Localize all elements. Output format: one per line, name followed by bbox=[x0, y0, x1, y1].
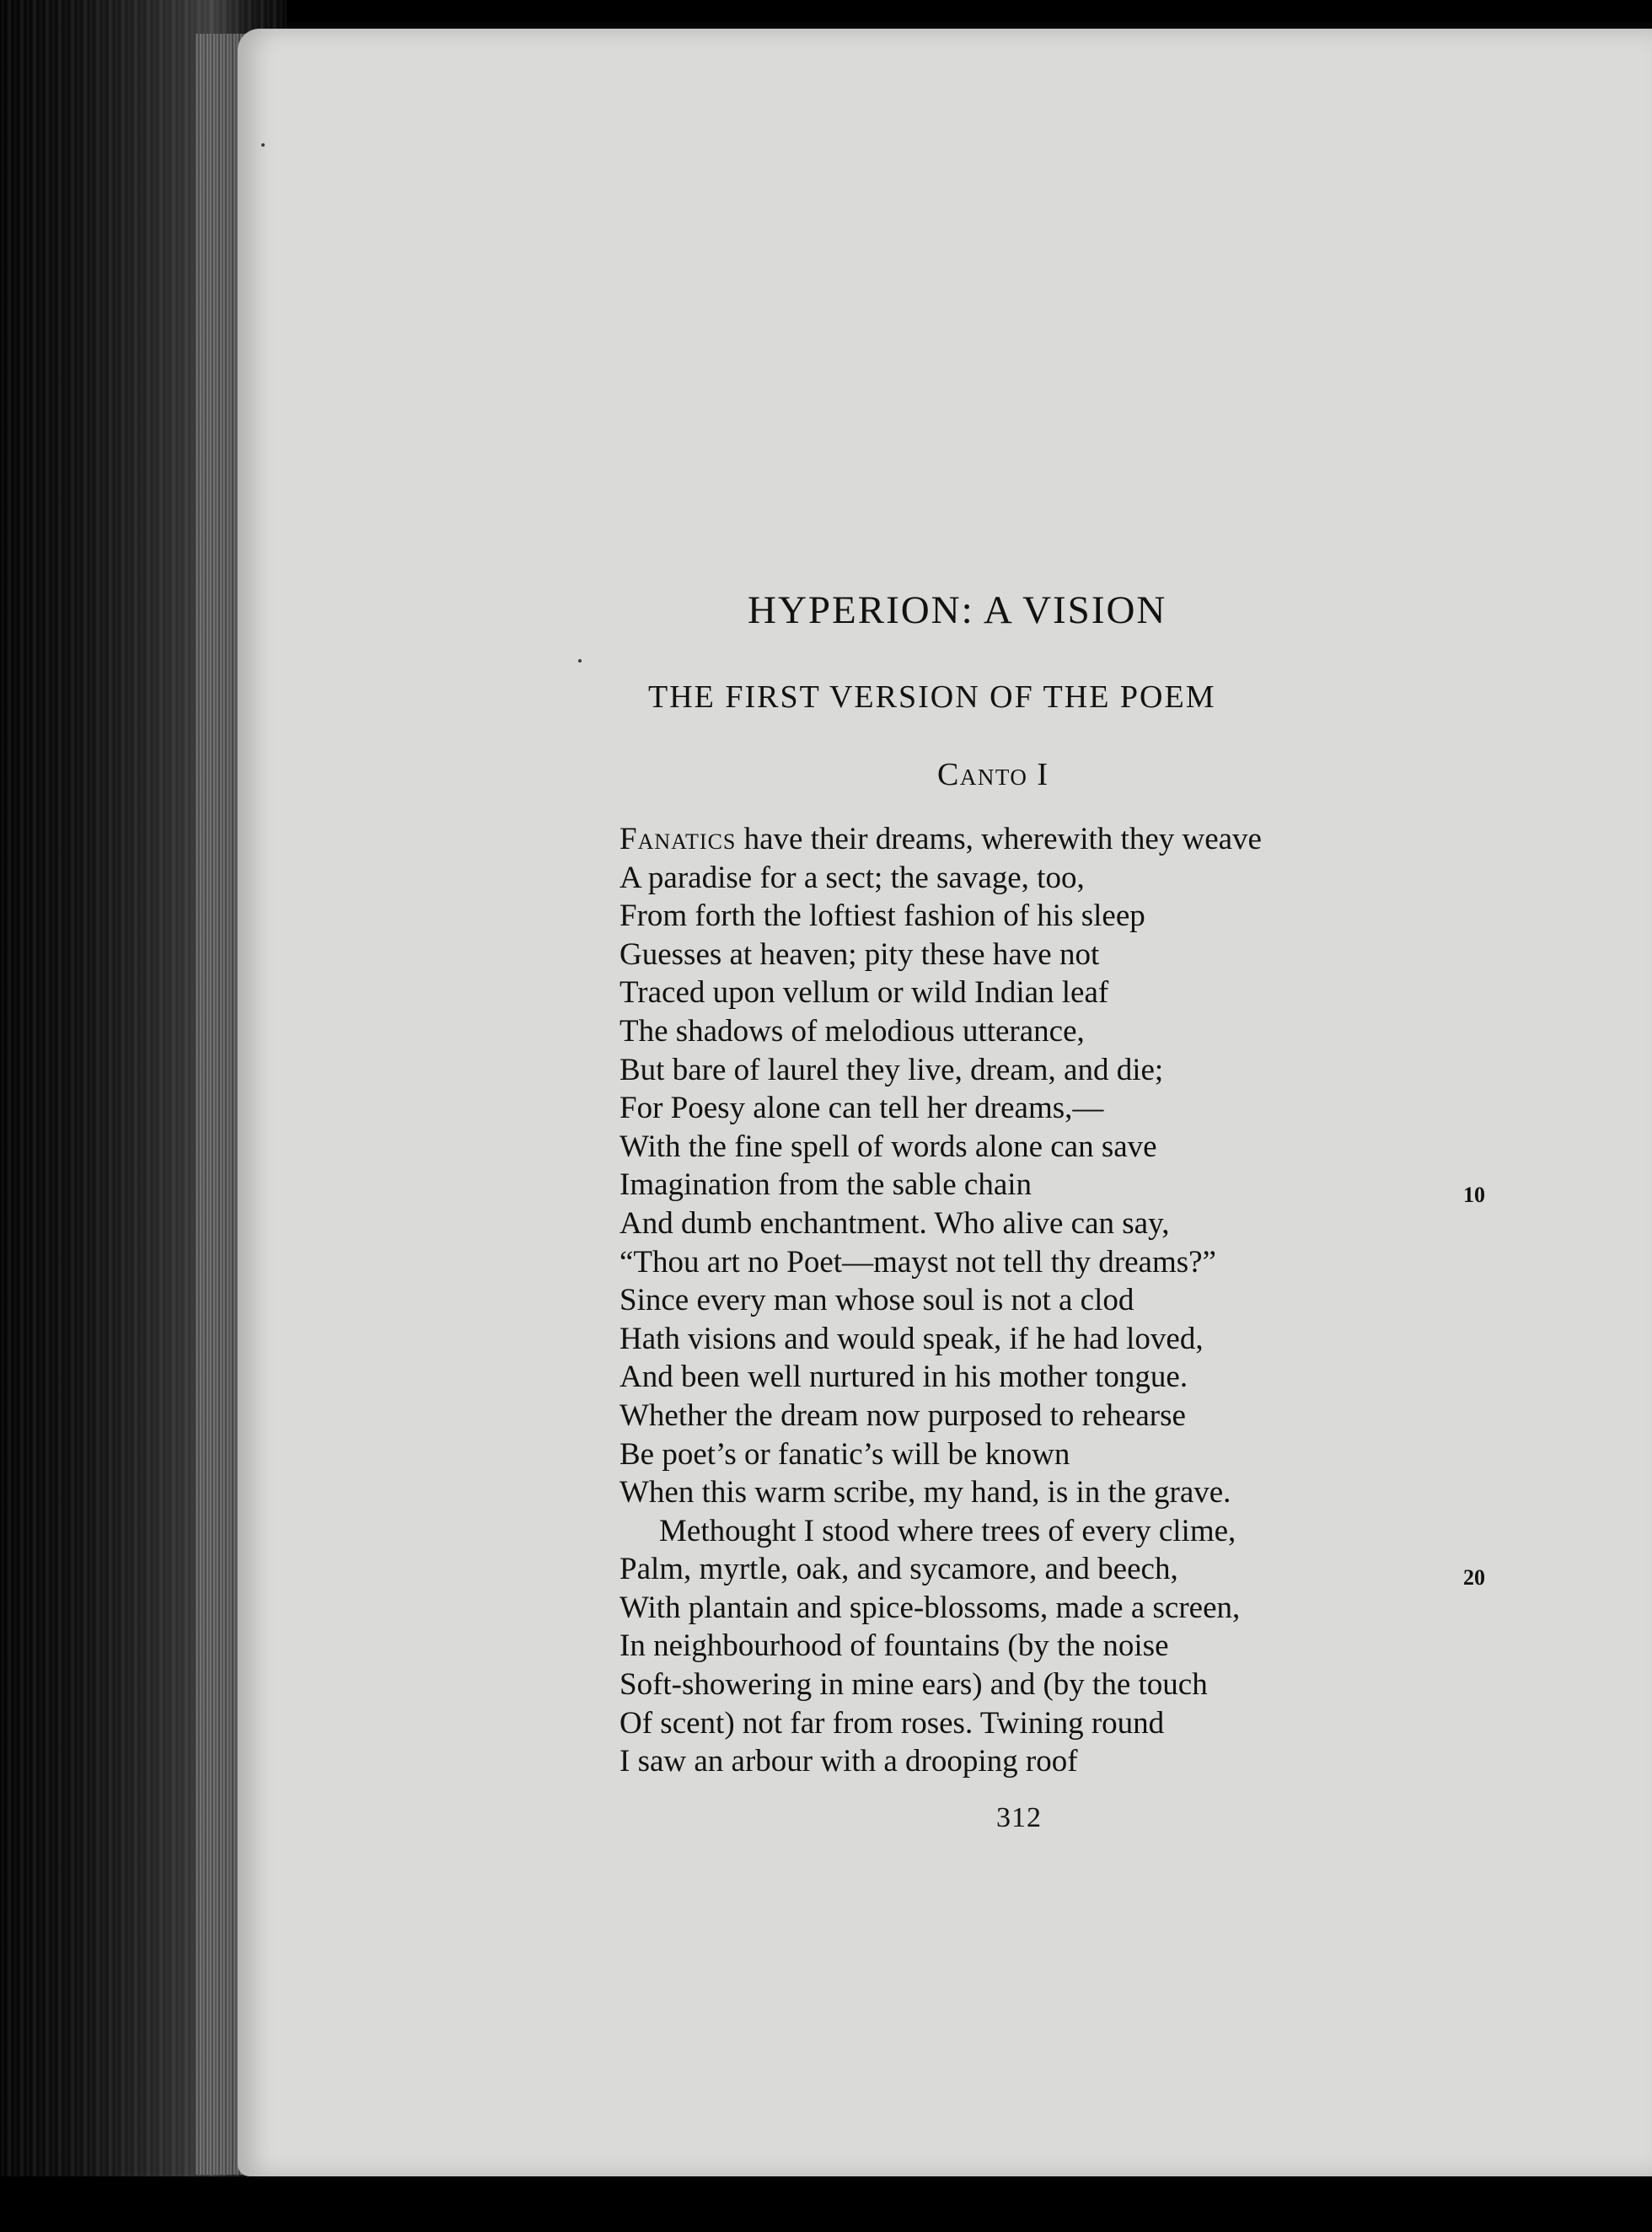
opening-word: Fanatics bbox=[620, 822, 737, 856]
poem-line: Whether the dream now purposed to rehearse bbox=[620, 1398, 1186, 1433]
poem-line: A paradise for a sect; the savage, too, bbox=[620, 860, 1085, 895]
poem-title: HYPERION: A VISION bbox=[748, 588, 1167, 632]
dust-speck bbox=[578, 659, 582, 663]
poem-line: When this warm scribe, my hand, is in the grave. bbox=[620, 1475, 1231, 1510]
poem-line bbox=[620, 820, 1513, 859]
poem-line: Guesses at heaven; pity these have not bbox=[620, 936, 1100, 972]
dust-speck bbox=[261, 143, 265, 147]
poem-line: Traced upon vellum or wild Indian leaf bbox=[620, 975, 1109, 1011]
poem-line: And dumb enchantment. Who alive can say, bbox=[620, 1205, 1170, 1241]
line-number: 20 bbox=[1463, 1565, 1485, 1590]
canto-heading: Canto I bbox=[937, 757, 1049, 792]
poem-line: “Thou art no Poet—mayst not tell thy dreams?” bbox=[620, 1244, 1216, 1280]
poem-line: In neighbourhood of fountains (by the noise bbox=[620, 1628, 1169, 1664]
poem-line: With plantain and spice-blossoms, made a screen, bbox=[620, 1590, 1241, 1625]
poem-line: Hath visions and would speak, if he had loved, bbox=[620, 1321, 1204, 1356]
poem-body bbox=[620, 820, 1513, 1781]
scan-bottom-border bbox=[0, 2176, 1652, 2232]
poem-line: Methought I stood where trees of every clime, bbox=[659, 1513, 1236, 1548]
first-line-text: have their dreams, wherewith they weave bbox=[736, 822, 1262, 856]
poem-line: With the fine spell of words alone can save bbox=[620, 1129, 1157, 1164]
poem-line: Be poet’s or fanatic’s will be known bbox=[620, 1436, 1070, 1472]
poem-line: From forth the loftiest fashion of his sleep bbox=[620, 899, 1145, 934]
poem-line: And been well nurtured in his mother tongue. bbox=[620, 1360, 1188, 1395]
line-number: 10 bbox=[1463, 1183, 1485, 1207]
poem-subtitle: THE FIRST VERSION OF THE POEM bbox=[648, 679, 1216, 715]
poem-line: But bare of laurel they live, dream, and die; bbox=[620, 1052, 1164, 1087]
poem-line: The shadows of melodious utterance, bbox=[620, 1013, 1085, 1049]
poem-line: I saw an arbour with a drooping roof bbox=[620, 1744, 1078, 1779]
poem-line: Palm, myrtle, oak, and sycamore, and beech, bbox=[620, 1552, 1178, 1587]
page-number: 312 bbox=[996, 1802, 1042, 1833]
poem-line: Since every man whose soul is not a clod bbox=[620, 1283, 1134, 1318]
poem-line: For Poesy alone can tell her dreams,— bbox=[620, 1091, 1104, 1126]
poem-line: Imagination from the sable chain bbox=[620, 1167, 1032, 1203]
poem-line: Of scent) not far from roses. Twining round bbox=[620, 1705, 1165, 1741]
poem-line: Soft-showering in mine ears) and (by the touch bbox=[620, 1667, 1208, 1703]
